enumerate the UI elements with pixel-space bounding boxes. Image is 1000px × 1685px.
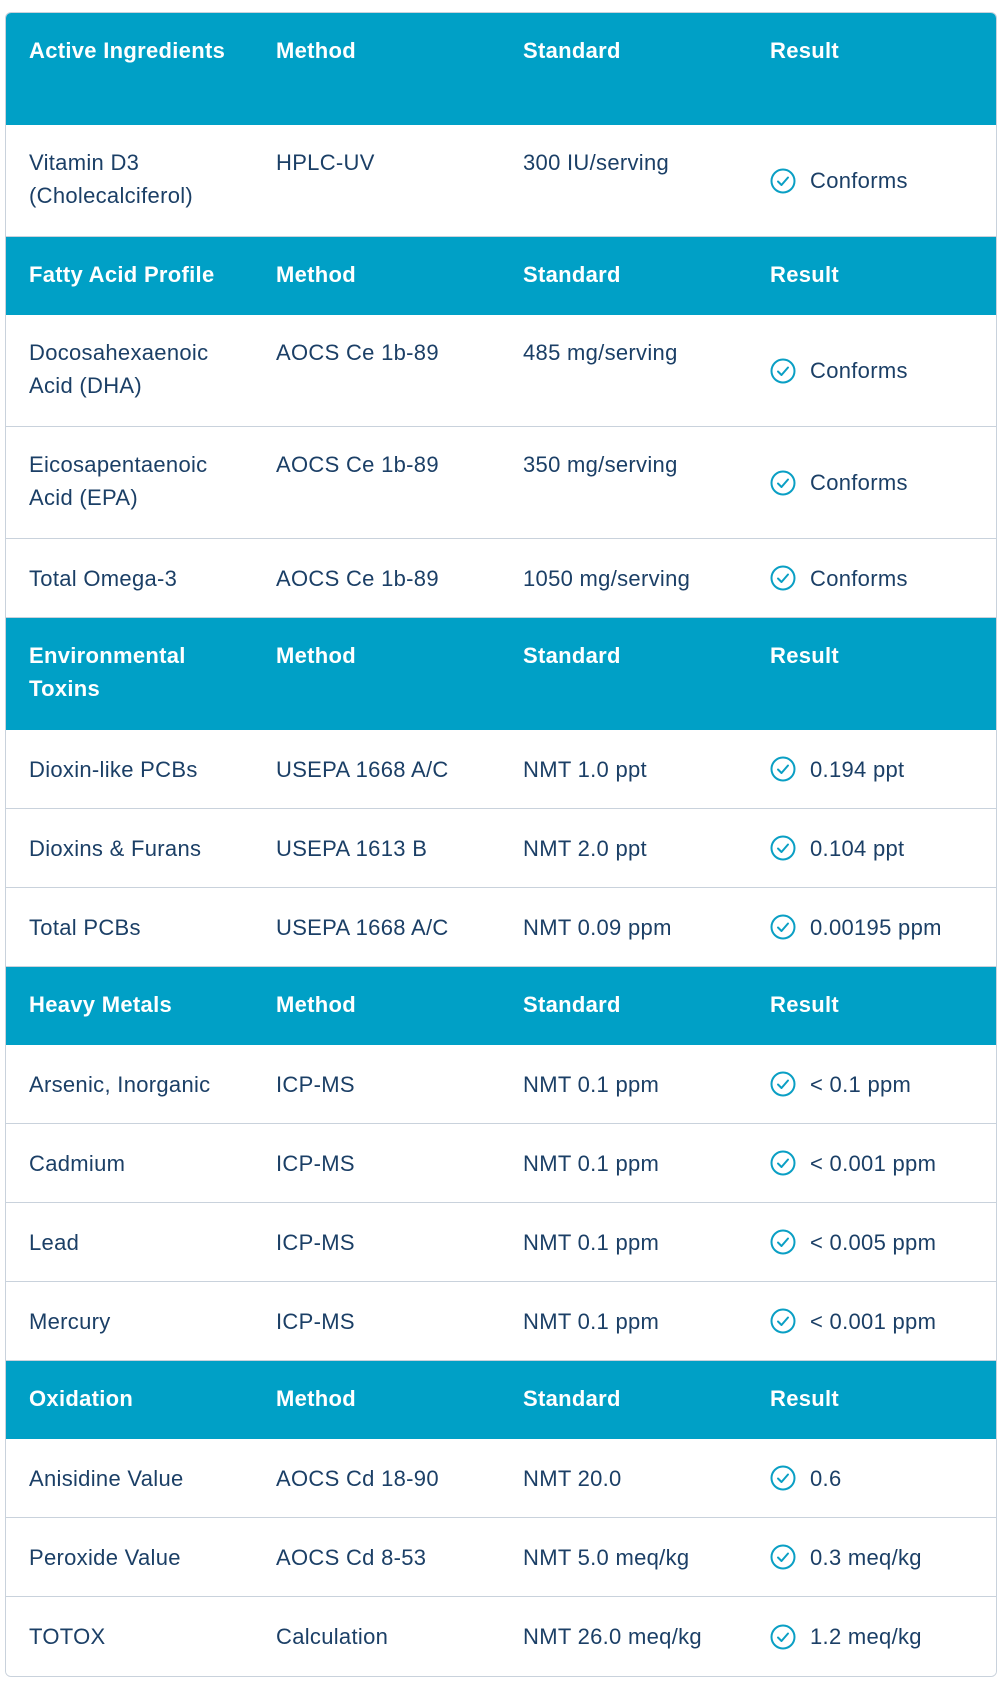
table-row [6, 1439, 996, 1518]
test-method: HPLC-UV [276, 150, 375, 175]
test-name: Anisidine Value [29, 1465, 184, 1491]
test-method: AOCS Ce 1b-89 [276, 565, 439, 591]
test-name: Lead [29, 1229, 80, 1255]
result-value: Conforms [810, 470, 908, 495]
table-row [6, 1203, 996, 1282]
header-category: Heavy Metals [29, 992, 173, 1017]
test-method: AOCS Cd 18-90 [276, 1465, 439, 1491]
result-value: Conforms [810, 358, 908, 383]
test-result [747, 1462, 996, 1495]
test-result [747, 1226, 996, 1259]
test-standard: NMT 20.0 [523, 1465, 622, 1491]
test-result [747, 753, 996, 786]
table-row [6, 427, 996, 539]
table-row [6, 1282, 996, 1361]
section-header-environmental-toxins [6, 618, 996, 730]
header-method: Method [276, 992, 357, 1017]
check-circle-icon [770, 1150, 796, 1176]
check-circle-icon [770, 1624, 796, 1650]
result-value: 0.194 ppt [810, 756, 905, 782]
test-method: ICP-MS [276, 1308, 355, 1334]
test-name: TOTOX [29, 1624, 106, 1649]
check-circle-icon [770, 1465, 796, 1491]
header-method: Method [276, 262, 357, 287]
header-category: Oxidation [29, 1386, 134, 1411]
test-standard: 1050 mg/serving [523, 565, 691, 591]
header-standard: Standard [523, 1386, 621, 1411]
check-circle-icon [770, 914, 796, 940]
test-standard: NMT 0.09 ppm [523, 914, 672, 940]
test-method: ICP-MS [276, 1150, 355, 1176]
test-result [747, 562, 996, 595]
test-name: Cadmium [29, 1150, 126, 1176]
header-method: Method [276, 643, 357, 668]
test-result [747, 354, 996, 387]
check-circle-icon [770, 358, 796, 384]
check-circle-icon [770, 168, 796, 194]
table-row [6, 809, 996, 888]
test-standard: 300 IU/serving [523, 150, 670, 175]
table-row [6, 539, 996, 618]
result-value: < 0.005 ppm [810, 1229, 937, 1255]
check-circle-icon [770, 470, 796, 496]
header-standard: Standard [523, 38, 621, 63]
table-row [6, 315, 996, 427]
result-value: < 0.1 ppm [810, 1071, 912, 1097]
test-method: AOCS Cd 8-53 [276, 1544, 427, 1570]
header-standard: Standard [523, 643, 621, 668]
test-name: Arsenic, Inorganic [29, 1071, 211, 1097]
test-standard: NMT 26.0 meq/kg [523, 1624, 702, 1649]
test-result [747, 1305, 996, 1338]
test-standard: NMT 0.1 ppm [523, 1229, 660, 1255]
test-result [747, 911, 996, 944]
section-header-fatty-acid-profile [6, 237, 996, 315]
table-row [6, 888, 996, 967]
test-result [747, 1620, 996, 1653]
test-standard: NMT 5.0 meq/kg [523, 1544, 690, 1570]
test-standard: NMT 0.1 ppm [523, 1308, 660, 1334]
table-row [6, 1045, 996, 1124]
result-value: 0.3 meq/kg [810, 1544, 922, 1570]
test-result [747, 1541, 996, 1574]
section-header-active-ingredients [6, 13, 996, 125]
result-value: 0.00195 ppm [810, 914, 942, 940]
table-row [6, 1124, 996, 1203]
test-name: Dioxins & Furans [29, 835, 202, 861]
test-result [747, 164, 996, 197]
table-row [6, 125, 996, 237]
check-circle-icon [770, 1308, 796, 1334]
test-name: Docosahexaenoic Acid (DHA) [29, 340, 209, 398]
test-name: Total Omega-3 [29, 565, 178, 591]
test-name: Dioxin-like PCBs [29, 756, 198, 782]
result-value: Conforms [810, 565, 908, 591]
test-method: USEPA 1668 A/C [276, 756, 449, 782]
test-name: Eicosapentaenoic Acid (EPA) [29, 452, 208, 510]
test-name: Mercury [29, 1308, 111, 1334]
check-circle-icon [770, 1071, 796, 1097]
check-circle-icon [770, 565, 796, 591]
header-standard: Standard [523, 262, 621, 287]
test-result [747, 832, 996, 865]
header-result: Result [770, 643, 840, 668]
result-value: Conforms [810, 168, 908, 193]
result-value: < 0.001 ppm [810, 1150, 937, 1176]
result-value: 0.104 ppt [810, 835, 905, 861]
test-result [747, 1068, 996, 1101]
section-header-heavy-metals [6, 967, 996, 1045]
test-method: USEPA 1668 A/C [276, 914, 449, 940]
test-method: AOCS Ce 1b-89 [276, 452, 439, 477]
check-circle-icon [770, 756, 796, 782]
table-row [6, 1518, 996, 1597]
result-value: 1.2 meq/kg [810, 1624, 922, 1649]
table-row [6, 730, 996, 809]
header-category: Active Ingredients [29, 38, 226, 63]
test-method: ICP-MS [276, 1229, 355, 1255]
result-value: < 0.001 ppm [810, 1308, 937, 1334]
section-header-oxidation [6, 1361, 996, 1439]
header-result: Result [770, 38, 840, 63]
header-method: Method [276, 38, 357, 63]
test-name: Vitamin D3 (Cholecalciferol) [29, 150, 194, 208]
test-method: Calculation [276, 1624, 389, 1649]
header-category: Environmental Toxins [29, 643, 186, 701]
header-standard: Standard [523, 992, 621, 1017]
header-result: Result [770, 1386, 840, 1411]
table-row [6, 1597, 996, 1676]
test-name: Peroxide Value [29, 1544, 181, 1570]
header-method: Method [276, 1386, 357, 1411]
test-result [747, 1147, 996, 1180]
header-result: Result [770, 262, 840, 287]
test-standard: NMT 2.0 ppt [523, 835, 647, 861]
test-method: USEPA 1613 B [276, 835, 428, 861]
test-standard: NMT 0.1 ppm [523, 1071, 660, 1097]
test-standard: NMT 1.0 ppt [523, 756, 647, 782]
test-name: Total PCBs [29, 914, 141, 940]
header-category: Fatty Acid Profile [29, 262, 215, 287]
check-circle-icon [770, 1229, 796, 1255]
test-results-table [5, 12, 997, 1677]
test-method: ICP-MS [276, 1071, 355, 1097]
header-result: Result [770, 992, 840, 1017]
test-result [747, 466, 996, 499]
check-circle-icon [770, 835, 796, 861]
check-circle-icon [770, 1544, 796, 1570]
test-standard: NMT 0.1 ppm [523, 1150, 660, 1176]
result-value: 0.6 [810, 1465, 842, 1491]
test-method: AOCS Ce 1b-89 [276, 340, 439, 365]
test-standard: 350 mg/serving [523, 452, 678, 477]
test-standard: 485 mg/serving [523, 340, 678, 365]
